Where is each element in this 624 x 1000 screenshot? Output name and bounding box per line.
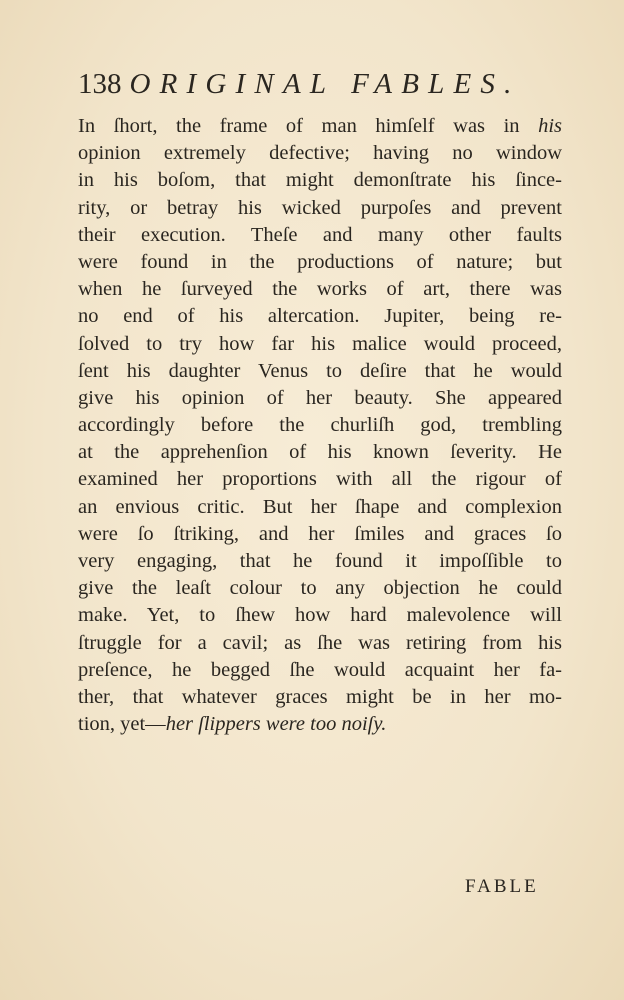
text-line: ther, that whatever graces might be in her mo- bbox=[78, 685, 562, 708]
text-run: In ſhort, the frame of man himſelf was in bbox=[78, 115, 520, 137]
fable-text bbox=[78, 113, 562, 738]
text-line: give the leaſt colour to any objection he could bbox=[78, 577, 562, 600]
text-line: examined her proportions with all the rigour of bbox=[78, 468, 562, 491]
text-line: ſolved to try how far his malice would proceed, bbox=[78, 332, 562, 355]
text-line: at the apprehenſion of his known ſeverity. He bbox=[78, 441, 562, 464]
text-line bbox=[78, 711, 562, 738]
text-run: tion, yet— bbox=[78, 713, 166, 736]
text-line: rity, or betray his wicked purpoſes and prevent bbox=[78, 196, 562, 219]
catchword: FABLE bbox=[465, 876, 539, 897]
text-line: their execution. Theſe and many other faults bbox=[78, 223, 562, 246]
text-line: were ſo ſtriking, and her ſmiles and graces ſo bbox=[78, 522, 562, 545]
text-line: preſence, he begged ſhe would acquaint her fa- bbox=[78, 658, 562, 681]
text-line: make. Yet, to ſhew how hard malevolence will bbox=[78, 604, 562, 627]
text-line: when he ſurveyed the works of art, there was bbox=[78, 278, 562, 301]
text-line: give his opinion of her beauty. She appeared bbox=[78, 386, 562, 409]
text-line: were found in the productions of nature; but bbox=[78, 250, 562, 273]
page-header bbox=[78, 66, 562, 102]
italic-run: her ſlippers were too noiſy. bbox=[165, 713, 387, 736]
text-line: accordingly before the churliſh god, trembling bbox=[78, 414, 562, 437]
running-title: ORIGINAL FABLES. bbox=[129, 68, 521, 100]
text-line: an envious critic. But her ſhape and complexion bbox=[78, 495, 562, 518]
text-line: no end of his altercation. Jupiter, being re- bbox=[78, 305, 562, 328]
text-line: very engaging, that he found it impoſſible to bbox=[78, 550, 562, 572]
text-line: opinion extremely defective; having no window bbox=[78, 142, 562, 165]
text-line: in his boſom, that might demonſtrate his ſince- bbox=[78, 169, 562, 192]
text-line bbox=[78, 113, 562, 140]
italic-run: his bbox=[538, 115, 562, 137]
page-number: 138 bbox=[78, 68, 122, 100]
text-line: ſent his daughter Venus to deſire that he would bbox=[78, 359, 562, 382]
text-line: ſtruggle for a cavil; as ſhe was retiring from his bbox=[78, 631, 562, 654]
